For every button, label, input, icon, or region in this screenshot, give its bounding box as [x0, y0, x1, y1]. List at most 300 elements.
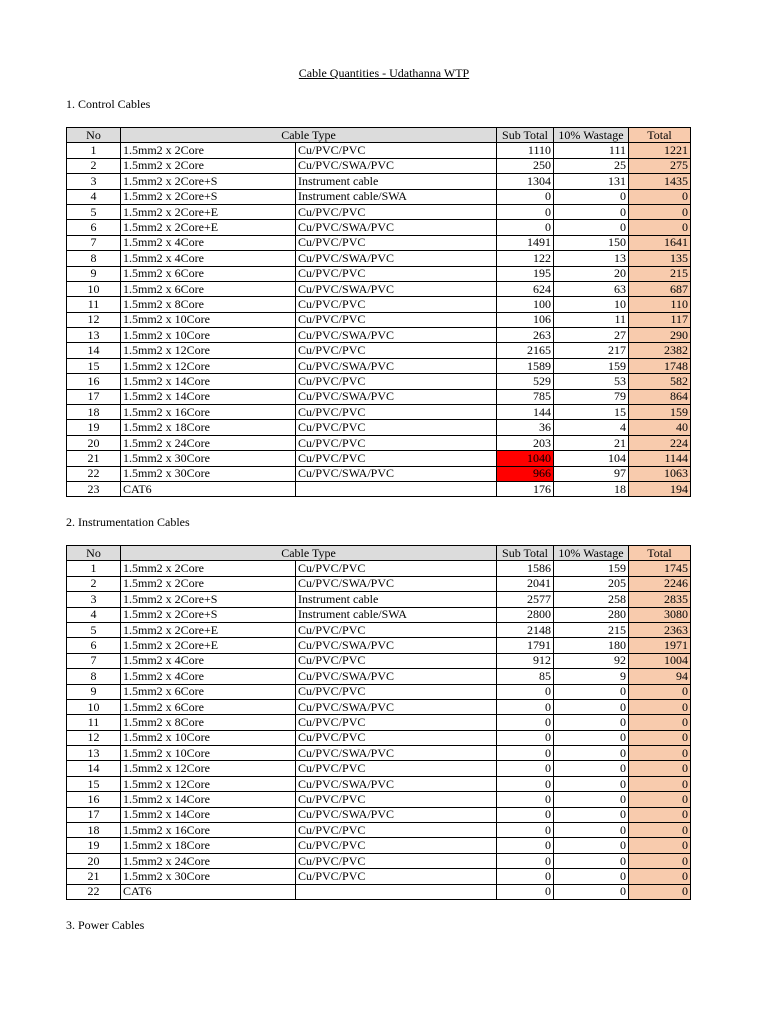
wastage-cell: 131	[554, 174, 629, 189]
row-no-cell: 6	[67, 220, 121, 235]
cable-size-cell: 1.5mm2 x 14Core	[121, 374, 296, 389]
row-no-cell: 17	[67, 807, 121, 822]
sub-total-cell: 203	[497, 435, 554, 450]
total-cell: 2246	[629, 576, 691, 591]
cable-type-cell: Cu/PVC/PVC	[296, 405, 497, 420]
wastage-cell: 9	[554, 669, 629, 684]
cable-size-cell: 1.5mm2 x 14Core	[121, 807, 296, 822]
cable-type-cell: Cu/PVC/SWA/PVC	[296, 669, 497, 684]
total-cell: 0	[629, 715, 691, 730]
cable-size-cell: 1.5mm2 x 2Core+E	[121, 220, 296, 235]
wastage-cell: 63	[554, 281, 629, 296]
sub-total-cell: 0	[497, 684, 554, 699]
wastage-cell: 53	[554, 374, 629, 389]
sub-total-cell: 36	[497, 420, 554, 435]
total-cell: 0	[629, 838, 691, 853]
table-row	[67, 853, 691, 868]
table-row	[67, 174, 691, 189]
cable-size-cell: 1.5mm2 x 24Core	[121, 435, 296, 450]
table-row	[67, 343, 691, 358]
cable-type-cell: Cu/PVC/PVC	[296, 761, 497, 776]
sub-total-cell: 2041	[497, 576, 554, 591]
row-no-cell: 15	[67, 358, 121, 373]
total-cell: 0	[629, 189, 691, 204]
wastage-cell: 92	[554, 653, 629, 668]
row-no-cell: 19	[67, 838, 121, 853]
wastage-cell: 180	[554, 638, 629, 653]
table-row	[67, 451, 691, 466]
row-no-cell: 5	[67, 622, 121, 637]
sub-total-cell: 85	[497, 669, 554, 684]
sub-total-cell: 2577	[497, 592, 554, 607]
row-no-cell: 13	[67, 328, 121, 343]
section-heading-control: 1. Control Cables	[66, 97, 151, 111]
total-cell: 0	[629, 761, 691, 776]
table-row	[67, 653, 691, 668]
cable-size-cell: 1.5mm2 x 16Core	[121, 405, 296, 420]
table-row	[67, 807, 691, 822]
total-cell: 1063	[629, 466, 691, 481]
cable-type-cell: Cu/PVC/PVC	[296, 823, 497, 838]
cable-type-cell: Cu/PVC/PVC	[296, 143, 497, 158]
wastage-cell: 0	[554, 776, 629, 791]
row-no-cell: 7	[67, 235, 121, 250]
wastage-cell: 0	[554, 761, 629, 776]
table-row	[67, 420, 691, 435]
total-cell: 3080	[629, 607, 691, 622]
table-row	[67, 592, 691, 607]
table-row	[67, 730, 691, 745]
wastage-cell: 111	[554, 143, 629, 158]
table-row	[67, 158, 691, 173]
sub-total-cell: 122	[497, 251, 554, 266]
table-row	[67, 220, 691, 235]
sub-total-cell: 529	[497, 374, 554, 389]
cable-size-cell: 1.5mm2 x 10Core	[121, 328, 296, 343]
sub-total-cell: 0	[497, 761, 554, 776]
sub-total-cell: 0	[497, 792, 554, 807]
cable-type-cell: Instrument cable	[296, 592, 497, 607]
wastage-cell: 215	[554, 622, 629, 637]
total-cell: 1745	[629, 561, 691, 576]
wastage-cell: 159	[554, 358, 629, 373]
wastage-cell: 13	[554, 251, 629, 266]
cable-type-cell: Cu/PVC/PVC	[296, 435, 497, 450]
row-no-cell: 22	[67, 884, 121, 899]
cable-size-cell: 1.5mm2 x 12Core	[121, 761, 296, 776]
total-cell: 864	[629, 389, 691, 404]
wastage-cell: 205	[554, 576, 629, 591]
cable-size-cell: 1.5mm2 x 10Core	[121, 312, 296, 327]
row-no-cell: 2	[67, 158, 121, 173]
row-no-cell: 11	[67, 715, 121, 730]
header-cable-type: Cable Type	[121, 546, 497, 561]
wastage-cell: 280	[554, 607, 629, 622]
table-row	[67, 143, 691, 158]
total-cell: 1144	[629, 451, 691, 466]
sub-total-cell: 0	[497, 730, 554, 745]
row-no-cell: 15	[67, 776, 121, 791]
row-no-cell: 20	[67, 435, 121, 450]
cable-type-cell: Cu/PVC/SWA/PVC	[296, 251, 497, 266]
wastage-cell: 11	[554, 312, 629, 327]
total-cell: 215	[629, 266, 691, 281]
row-no-cell: 4	[67, 607, 121, 622]
row-no-cell: 23	[67, 481, 121, 496]
cable-type-cell: Cu/PVC/SWA/PVC	[296, 281, 497, 296]
sub-total-cell: 144	[497, 405, 554, 420]
cable-size-cell: 1.5mm2 x 30Core	[121, 466, 296, 481]
wastage-cell: 159	[554, 561, 629, 576]
sub-total-cell: 0	[497, 884, 554, 899]
control-cables-table	[66, 127, 691, 497]
total-cell: 1004	[629, 653, 691, 668]
total-cell: 0	[629, 776, 691, 791]
wastage-cell: 0	[554, 823, 629, 838]
table-row	[67, 622, 691, 637]
sub-total-cell: 250	[497, 158, 554, 173]
cable-size-cell: 1.5mm2 x 12Core	[121, 343, 296, 358]
sub-total-cell: 0	[497, 699, 554, 714]
cable-type-cell: Cu/PVC/PVC	[296, 653, 497, 668]
cable-type-cell: Cu/PVC/PVC	[296, 451, 497, 466]
wastage-cell: 104	[554, 451, 629, 466]
control-table-body	[67, 143, 691, 497]
cable-type-cell: Cu/PVC/PVC	[296, 266, 497, 281]
cable-size-cell: 1.5mm2 x 2Core+S	[121, 607, 296, 622]
table-row	[67, 884, 691, 899]
row-no-cell: 9	[67, 684, 121, 699]
total-cell: 1435	[629, 174, 691, 189]
total-cell: 2382	[629, 343, 691, 358]
wastage-cell: 0	[554, 884, 629, 899]
total-cell: 687	[629, 281, 691, 296]
cable-type-cell: Instrument cable	[296, 174, 497, 189]
row-no-cell: 18	[67, 405, 121, 420]
wastage-cell: 20	[554, 266, 629, 281]
cable-type-cell: Cu/PVC/SWA/PVC	[296, 358, 497, 373]
cable-type-cell: Cu/PVC/PVC	[296, 715, 497, 730]
cable-size-cell: 1.5mm2 x 6Core	[121, 684, 296, 699]
cable-type-cell: Cu/PVC/PVC	[296, 622, 497, 637]
wastage-cell: 25	[554, 158, 629, 173]
sub-total-cell: 176	[497, 481, 554, 496]
instrumentation-cables-table	[66, 545, 691, 900]
cable-size-cell: 1.5mm2 x 30Core	[121, 869, 296, 884]
cable-type-cell: Cu/PVC/PVC	[296, 297, 497, 312]
table-row	[67, 776, 691, 791]
cable-type-cell: Cu/PVC/PVC	[296, 730, 497, 745]
sub-total-cell: 2148	[497, 622, 554, 637]
cable-type-cell: Cu/PVC/PVC	[296, 343, 497, 358]
table-row	[67, 823, 691, 838]
cable-size-cell: 1.5mm2 x 2Core+S	[121, 189, 296, 204]
row-no-cell: 19	[67, 420, 121, 435]
wastage-cell: 0	[554, 220, 629, 235]
cable-type-cell: Cu/PVC/SWA/PVC	[296, 576, 497, 591]
sub-total-cell: 195	[497, 266, 554, 281]
cable-type-cell: Cu/PVC/PVC	[296, 869, 497, 884]
table-row	[67, 235, 691, 250]
total-cell: 40	[629, 420, 691, 435]
wastage-cell: 217	[554, 343, 629, 358]
cable-size-cell: 1.5mm2 x 12Core	[121, 776, 296, 791]
sub-total-cell: 0	[497, 189, 554, 204]
row-no-cell: 22	[67, 466, 121, 481]
sub-total-cell: 2800	[497, 607, 554, 622]
header-sub-total: Sub Total	[497, 546, 554, 561]
sub-total-cell: 2165	[497, 343, 554, 358]
cable-size-cell: 1.5mm2 x 2Core	[121, 158, 296, 173]
cable-size-cell: 1.5mm2 x 2Core+E	[121, 638, 296, 653]
cable-size-cell: CAT6	[121, 481, 296, 496]
row-no-cell: 14	[67, 343, 121, 358]
sub-total-cell: 0	[497, 838, 554, 853]
wastage-cell: 27	[554, 328, 629, 343]
wastage-cell: 0	[554, 853, 629, 868]
row-no-cell: 17	[67, 389, 121, 404]
cable-size-cell: 1.5mm2 x 2Core+S	[121, 174, 296, 189]
wastage-cell: 97	[554, 466, 629, 481]
sub-total-cell: 0	[497, 746, 554, 761]
table-row	[67, 576, 691, 591]
table-row	[67, 607, 691, 622]
row-no-cell: 13	[67, 746, 121, 761]
cable-type-cell: Cu/PVC/PVC	[296, 420, 497, 435]
table-row	[67, 638, 691, 653]
cable-type-cell: Cu/PVC/PVC	[296, 838, 497, 853]
total-cell: 0	[629, 730, 691, 745]
row-no-cell: 16	[67, 374, 121, 389]
cable-type-cell: Cu/PVC/SWA/PVC	[296, 389, 497, 404]
cable-type-cell: Cu/PVC/SWA/PVC	[296, 638, 497, 653]
cable-type-cell: Cu/PVC/SWA/PVC	[296, 746, 497, 761]
cable-type-cell: Cu/PVC/PVC	[296, 204, 497, 219]
cable-size-cell: 1.5mm2 x 2Core+E	[121, 622, 296, 637]
table-row	[67, 561, 691, 576]
row-no-cell: 12	[67, 312, 121, 327]
table-row	[67, 251, 691, 266]
wastage-cell: 0	[554, 792, 629, 807]
row-no-cell: 2	[67, 576, 121, 591]
row-no-cell: 1	[67, 561, 121, 576]
wastage-cell: 0	[554, 746, 629, 761]
total-cell: 0	[629, 204, 691, 219]
total-cell: 0	[629, 792, 691, 807]
cable-type-cell: Cu/PVC/SWA/PVC	[296, 807, 497, 822]
total-cell: 0	[629, 823, 691, 838]
sub-total-cell: 1589	[497, 358, 554, 373]
row-no-cell: 12	[67, 730, 121, 745]
cable-size-cell: 1.5mm2 x 2Core+E	[121, 204, 296, 219]
cable-type-cell	[296, 481, 497, 496]
cable-size-cell: 1.5mm2 x 6Core	[121, 699, 296, 714]
total-cell: 0	[629, 746, 691, 761]
wastage-cell: 0	[554, 869, 629, 884]
cable-type-cell: Instrument cable/SWA	[296, 607, 497, 622]
sub-total-cell: 1791	[497, 638, 554, 653]
cable-size-cell: 1.5mm2 x 6Core	[121, 281, 296, 296]
cable-size-cell: 1.5mm2 x 4Core	[121, 669, 296, 684]
total-cell: 0	[629, 807, 691, 822]
instrumentation-table-body	[67, 561, 691, 900]
wastage-cell: 258	[554, 592, 629, 607]
wastage-cell: 15	[554, 405, 629, 420]
row-no-cell: 14	[67, 761, 121, 776]
total-cell: 110	[629, 297, 691, 312]
cable-size-cell: 1.5mm2 x 2Core+S	[121, 592, 296, 607]
table-row	[67, 792, 691, 807]
cable-type-cell	[296, 884, 497, 899]
cable-type-cell: Cu/PVC/SWA/PVC	[296, 699, 497, 714]
table-row	[67, 312, 691, 327]
cable-size-cell: 1.5mm2 x 18Core	[121, 838, 296, 853]
wastage-cell: 0	[554, 189, 629, 204]
cable-type-cell: Cu/PVC/SWA/PVC	[296, 776, 497, 791]
wastage-cell: 0	[554, 699, 629, 714]
row-no-cell: 7	[67, 653, 121, 668]
total-cell: 0	[629, 220, 691, 235]
sub-total-cell: 1304	[497, 174, 554, 189]
cable-size-cell: CAT6	[121, 884, 296, 899]
sub-total-cell: 100	[497, 297, 554, 312]
cable-type-cell: Cu/PVC/PVC	[296, 853, 497, 868]
table-row	[67, 466, 691, 481]
row-no-cell: 8	[67, 669, 121, 684]
total-cell: 582	[629, 374, 691, 389]
cable-size-cell: 1.5mm2 x 14Core	[121, 792, 296, 807]
sub-total-cell: 1586	[497, 561, 554, 576]
sub-total-cell: 0	[497, 776, 554, 791]
header-total: Total	[629, 546, 691, 561]
cable-type-cell: Cu/PVC/PVC	[296, 374, 497, 389]
cable-size-cell: 1.5mm2 x 2Core	[121, 143, 296, 158]
cable-type-cell: Cu/PVC/PVC	[296, 792, 497, 807]
sub-total-cell: 785	[497, 389, 554, 404]
total-cell: 1971	[629, 638, 691, 653]
table-header-row	[67, 546, 691, 561]
cable-size-cell: 1.5mm2 x 12Core	[121, 358, 296, 373]
sub-total-cell: 1040	[497, 451, 554, 466]
sub-total-cell: 0	[497, 204, 554, 219]
cable-size-cell: 1.5mm2 x 4Core	[121, 653, 296, 668]
sub-total-cell: 966	[497, 466, 554, 481]
row-no-cell: 3	[67, 592, 121, 607]
table-row	[67, 189, 691, 204]
total-cell: 1748	[629, 358, 691, 373]
header-wastage: 10% Wastage	[554, 128, 629, 143]
row-no-cell: 3	[67, 174, 121, 189]
total-cell: 117	[629, 312, 691, 327]
total-cell: 0	[629, 699, 691, 714]
row-no-cell: 4	[67, 189, 121, 204]
table-row	[67, 297, 691, 312]
cable-size-cell: 1.5mm2 x 24Core	[121, 853, 296, 868]
wastage-cell: 79	[554, 389, 629, 404]
table-row	[67, 389, 691, 404]
row-no-cell: 11	[67, 297, 121, 312]
table-row	[67, 374, 691, 389]
row-no-cell: 21	[67, 451, 121, 466]
cable-size-cell: 1.5mm2 x 4Core	[121, 235, 296, 250]
table-row	[67, 669, 691, 684]
cable-type-cell: Cu/PVC/PVC	[296, 561, 497, 576]
total-cell: 0	[629, 869, 691, 884]
total-cell: 0	[629, 853, 691, 868]
header-total: Total	[629, 128, 691, 143]
wastage-cell: 21	[554, 435, 629, 450]
cable-size-cell: 1.5mm2 x 8Core	[121, 715, 296, 730]
cable-type-cell: Cu/PVC/SWA/PVC	[296, 158, 497, 173]
cable-size-cell: 1.5mm2 x 8Core	[121, 297, 296, 312]
row-no-cell: 5	[67, 204, 121, 219]
sub-total-cell: 624	[497, 281, 554, 296]
cable-type-cell: Instrument cable/SWA	[296, 189, 497, 204]
total-cell: 0	[629, 684, 691, 699]
table-row	[67, 204, 691, 219]
cable-type-cell: Cu/PVC/PVC	[296, 684, 497, 699]
cable-size-cell: 1.5mm2 x 14Core	[121, 389, 296, 404]
sub-total-cell: 0	[497, 823, 554, 838]
header-sub-total: Sub Total	[497, 128, 554, 143]
sub-total-cell: 0	[497, 853, 554, 868]
table-row	[67, 699, 691, 714]
wastage-cell: 0	[554, 807, 629, 822]
table-row	[67, 266, 691, 281]
header-no: No	[67, 546, 121, 561]
table-row	[67, 746, 691, 761]
total-cell: 135	[629, 251, 691, 266]
total-cell: 275	[629, 158, 691, 173]
table-row	[67, 761, 691, 776]
sub-total-cell: 0	[497, 807, 554, 822]
section-heading-power: 3. Power Cables	[66, 918, 145, 932]
table-row	[67, 481, 691, 496]
sub-total-cell: 0	[497, 715, 554, 730]
wastage-cell: 0	[554, 684, 629, 699]
row-no-cell: 16	[67, 792, 121, 807]
row-no-cell: 8	[67, 251, 121, 266]
cable-size-cell: 1.5mm2 x 18Core	[121, 420, 296, 435]
row-no-cell: 9	[67, 266, 121, 281]
row-no-cell: 20	[67, 853, 121, 868]
total-cell: 159	[629, 405, 691, 420]
header-cable-type: Cable Type	[121, 128, 497, 143]
row-no-cell: 10	[67, 699, 121, 714]
cable-type-cell: Cu/PVC/PVC	[296, 312, 497, 327]
cable-size-cell: 1.5mm2 x 30Core	[121, 451, 296, 466]
total-cell: 224	[629, 435, 691, 450]
total-cell: 1641	[629, 235, 691, 250]
wastage-cell: 10	[554, 297, 629, 312]
sub-total-cell: 106	[497, 312, 554, 327]
total-cell: 94	[629, 669, 691, 684]
table-row	[67, 405, 691, 420]
wastage-cell: 0	[554, 730, 629, 745]
section-heading-instrumentation: 2. Instrumentation Cables	[66, 515, 190, 529]
wastage-cell: 0	[554, 204, 629, 219]
page-title: Cable Quantities - Udathanna WTP	[298, 66, 470, 80]
wastage-cell: 0	[554, 838, 629, 853]
table-row	[67, 869, 691, 884]
table-row	[67, 358, 691, 373]
row-no-cell: 21	[67, 869, 121, 884]
header-wastage: 10% Wastage	[554, 546, 629, 561]
wastage-cell: 18	[554, 481, 629, 496]
cable-size-cell: 1.5mm2 x 16Core	[121, 823, 296, 838]
cable-size-cell: 1.5mm2 x 2Core	[121, 561, 296, 576]
cable-size-cell: 1.5mm2 x 6Core	[121, 266, 296, 281]
